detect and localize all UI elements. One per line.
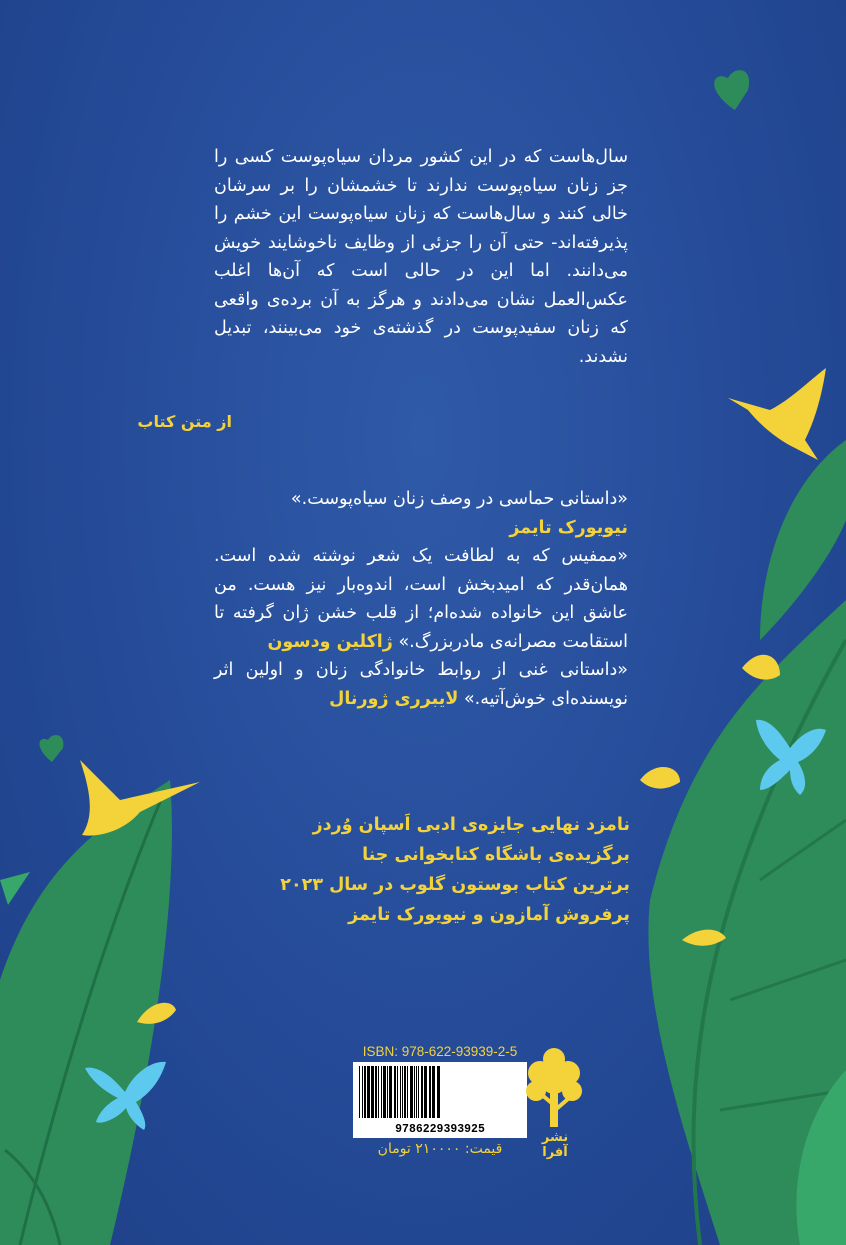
award-item: برگزیده‌ی باشگاه کتابخوانی جنا [362,845,630,865]
review-source: ژاکلین ودسون [267,631,393,652]
yellow-petal-2 [640,767,680,789]
barcode-bar [359,1066,360,1118]
barcode-bar [394,1066,396,1118]
barcode-bar [383,1066,386,1118]
barcode-bar [424,1066,427,1118]
barcode-bar [421,1066,423,1118]
right-upper-leaf [760,440,846,640]
review-quote-text: «ممفیس که به لطافت یک شعر نوشته شده است. همان‌قدر که امیدبخش است، اندوه‌بار نیز هست. من عاشق این خانواده شده‌ام؛ از قلب خشن ژان گرفته تا استقامت مصرانه‌ی مادربزرگ.» [214,546,628,652]
barcode [353,1062,527,1138]
award-item: پرفروش آمازون و نیویورک تایمز [348,905,630,925]
barcode-bar [407,1066,408,1118]
publisher-name: نشر آفرا [541,1130,569,1160]
heart-top-right [714,70,749,110]
review-quote [214,542,628,656]
excerpt-source: از متن کتاب [137,412,232,431]
excerpt-paragraph: سال‌هاست که در این کشور مردان سیاه‌پوست کسی را جز زنان سیاه‌پوست ندارند تا خشمشان را بر سرشان خالی کنند و سال‌هاست که زنان سیاه‌پوست این خشم را پذیرفته‌اند- حتی آن را جزئی از وظایف ناخوشایند خویش می‌دانند. اما این در حالی است که آن‌ها اغلب عکس‌العمل نشان می‌دادند و هرگز به آن برده‌ی واقعی که زنان سفیدپوست در گذشته‌ی خود می‌بینند، تبدیل نشدند. [214,147,628,367]
heart-left [40,735,64,762]
review-quote: «داستانی حماسی در وصف زنان سیاه‌پوست.» [290,489,628,509]
barcode-bar [367,1066,370,1118]
isbn-label: ISBN: 978-622-93939-2-5 [362,1044,518,1059]
barcode-bar [364,1066,366,1118]
price-label: قیمت: ۲۱۰۰۰۰ تومان [377,1141,503,1157]
barcode-bar [387,1066,388,1118]
barcode-bar [432,1066,435,1118]
award-item: نامزد نهایی جایزه‌ی ادبی اَسپان وُردز [312,815,630,835]
barcode-bar [371,1066,374,1118]
barcode-bar [429,1066,431,1118]
barcode-bar [416,1066,417,1118]
barcode-bar [362,1066,363,1118]
barcode-bar [402,1066,403,1118]
barcode-bar [414,1066,415,1118]
awards-list [280,810,630,930]
hummingbird-right [728,368,826,460]
award-item: برترین کتاب بوستون گلوب در سال ۲۰۲۳ [280,875,630,895]
yellow-petal-1 [742,655,780,680]
barcode-bar [381,1066,382,1118]
barcode-number: 9786229393925 [395,1123,485,1136]
barcode-bar [418,1066,419,1118]
review-quote-text: «داستانی غنی از روابط خانوادگی زنان و اولین اثر نویسنده‌ای خوش‌آتیه.» [214,660,628,709]
barcode-bar [437,1066,440,1118]
barcode-bar [375,1066,377,1118]
barcode-bar [378,1066,379,1118]
tree-logo-icon [524,1045,584,1135]
barcode-bars-icon [357,1066,523,1118]
review-quote [214,656,628,713]
barcode-bar [397,1066,398,1118]
reviews-block [214,485,628,713]
barcode-bar [400,1066,401,1118]
barcode-bar [404,1066,406,1118]
review-source: لایبرری ژورنال [329,688,459,709]
left-edge-leaf [0,872,30,905]
barcode-bar [410,1066,413,1118]
review-source: نیویورک تایمز [509,517,628,538]
barcode-bar [389,1066,392,1118]
